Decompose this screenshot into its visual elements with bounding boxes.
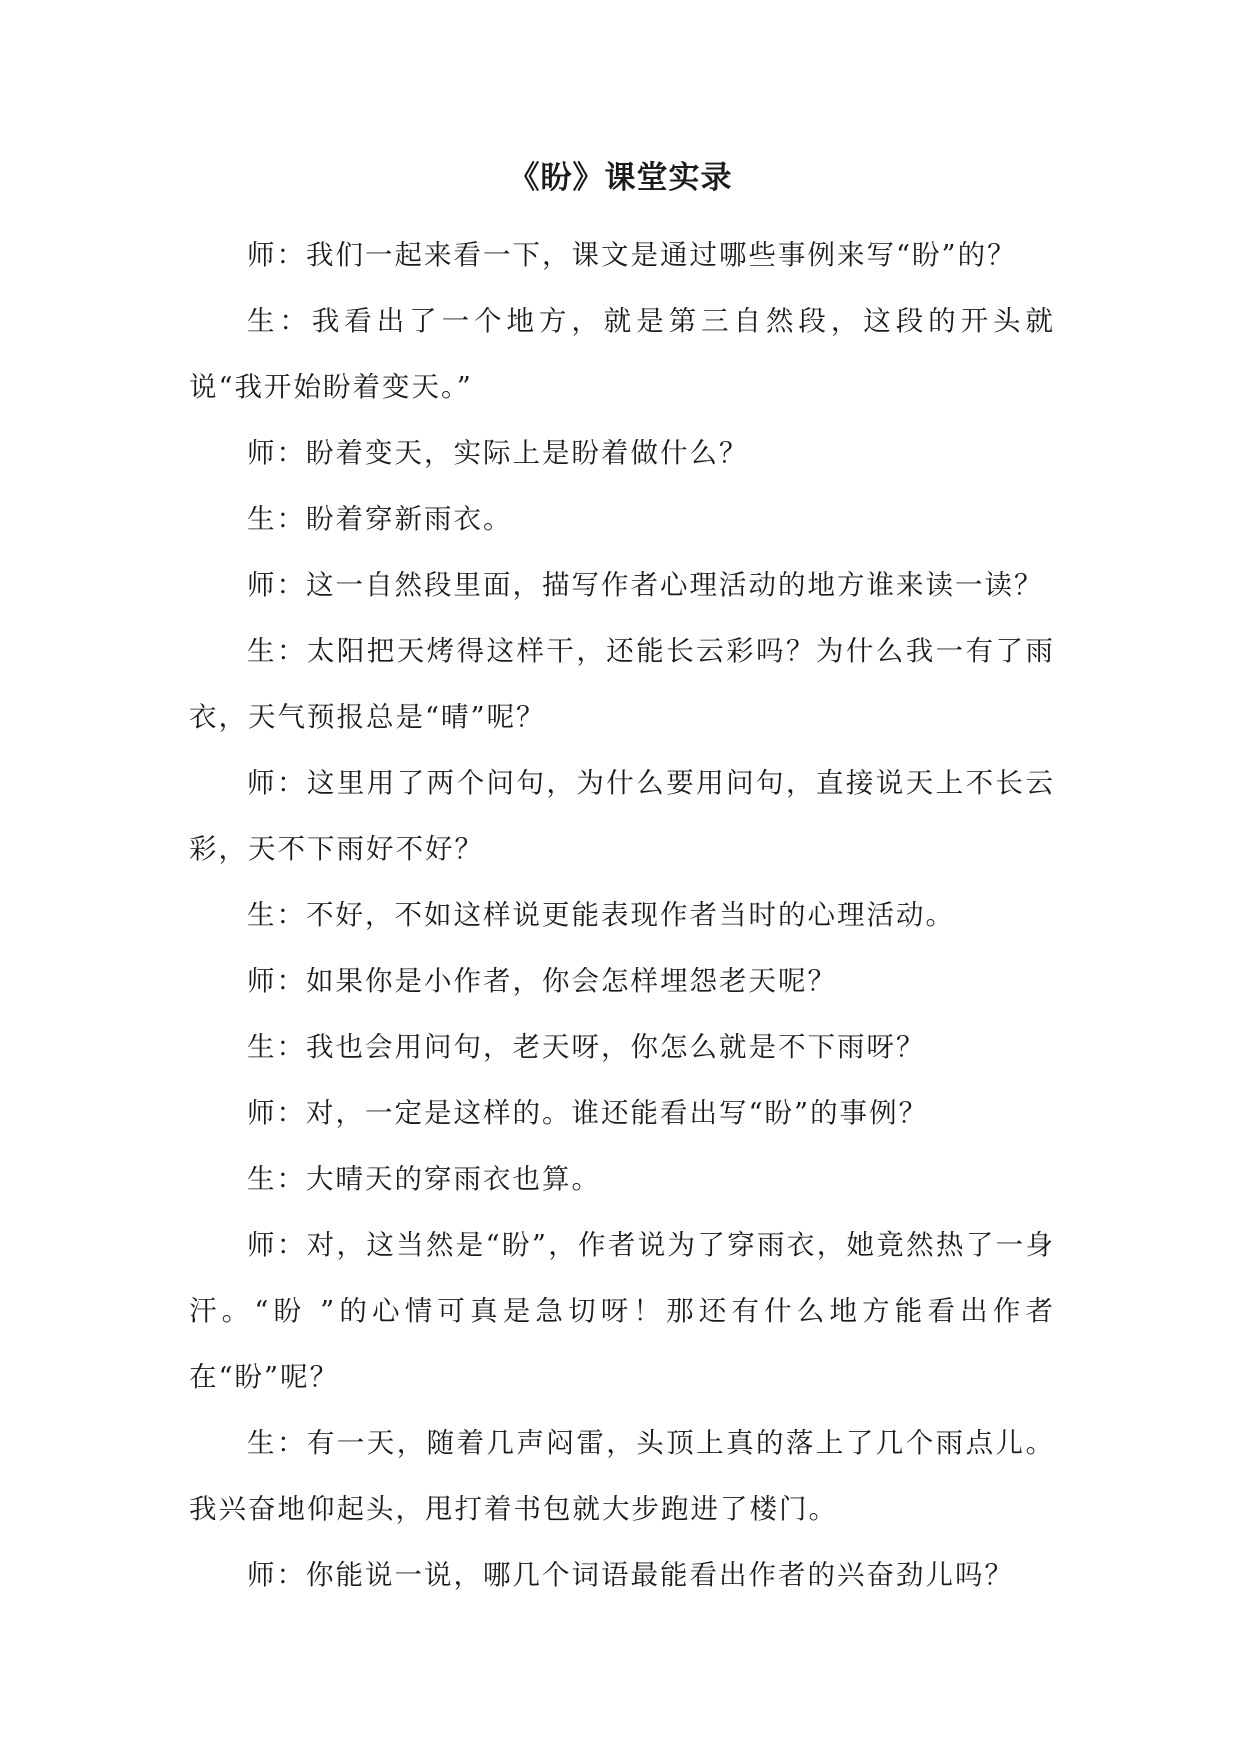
paragraph: 生：我看出了一个地方，就是第三自然段，这段的开头就说“我开始盼着变天。” xyxy=(189,305,1055,403)
paragraph: 生：太阳把天烤得这样干，还能长云彩吗？为什么我一有了雨衣，天气预报总是“晴”呢？ xyxy=(189,635,1055,733)
paragraph: 生：我也会用问句，老天呀，你怎么就是不下雨呀？ xyxy=(247,1031,926,1063)
document-title: 《盼》课堂实录 xyxy=(508,160,733,196)
paragraph: 师：对，这当然是“盼”，作者说为了穿雨衣，她竟然热了一身汗。“盼 ”的心情可真是急切呀！那还有什么地方能看出作者在“盼”呢？ xyxy=(189,1229,1055,1393)
paragraph: 生：大晴天的穿雨衣也算。 xyxy=(247,1163,601,1195)
paragraph: 师：这里用了两个问句，为什么要用问句，直接说天上不长云彩，天不下雨好不好？ xyxy=(189,767,1055,865)
paragraph: 师：这一自然段里面，描写作者心理活动的地方谁来读一读？ xyxy=(247,569,1044,601)
paragraph: 师：对，一定是这样的。谁还能看出写“盼”的事例？ xyxy=(247,1097,929,1129)
document-body xyxy=(189,222,1055,1608)
paragraph: 师：我们一起来看一下，课文是通过哪些事例来写“盼”的？ xyxy=(247,239,1017,271)
paragraph: 生：不好，不如这样说更能表现作者当时的心理活动。 xyxy=(247,899,955,931)
paragraph: 师：如果你是小作者，你会怎样埋怨老天呢？ xyxy=(247,965,837,997)
paragraph: 师：你能说一说，哪几个词语最能看出作者的兴奋劲儿吗？ xyxy=(247,1559,1014,1591)
paragraph: 生：盼着穿新雨衣。 xyxy=(247,503,513,535)
paragraph: 师：盼着变天，实际上是盼着做什么？ xyxy=(247,437,749,469)
paragraph: 生：有一天，随着几声闷雷，头顶上真的落上了几个雨点儿。我兴奋地仰起头，甩打着书包就大步跑进了楼门。 xyxy=(189,1427,1055,1525)
